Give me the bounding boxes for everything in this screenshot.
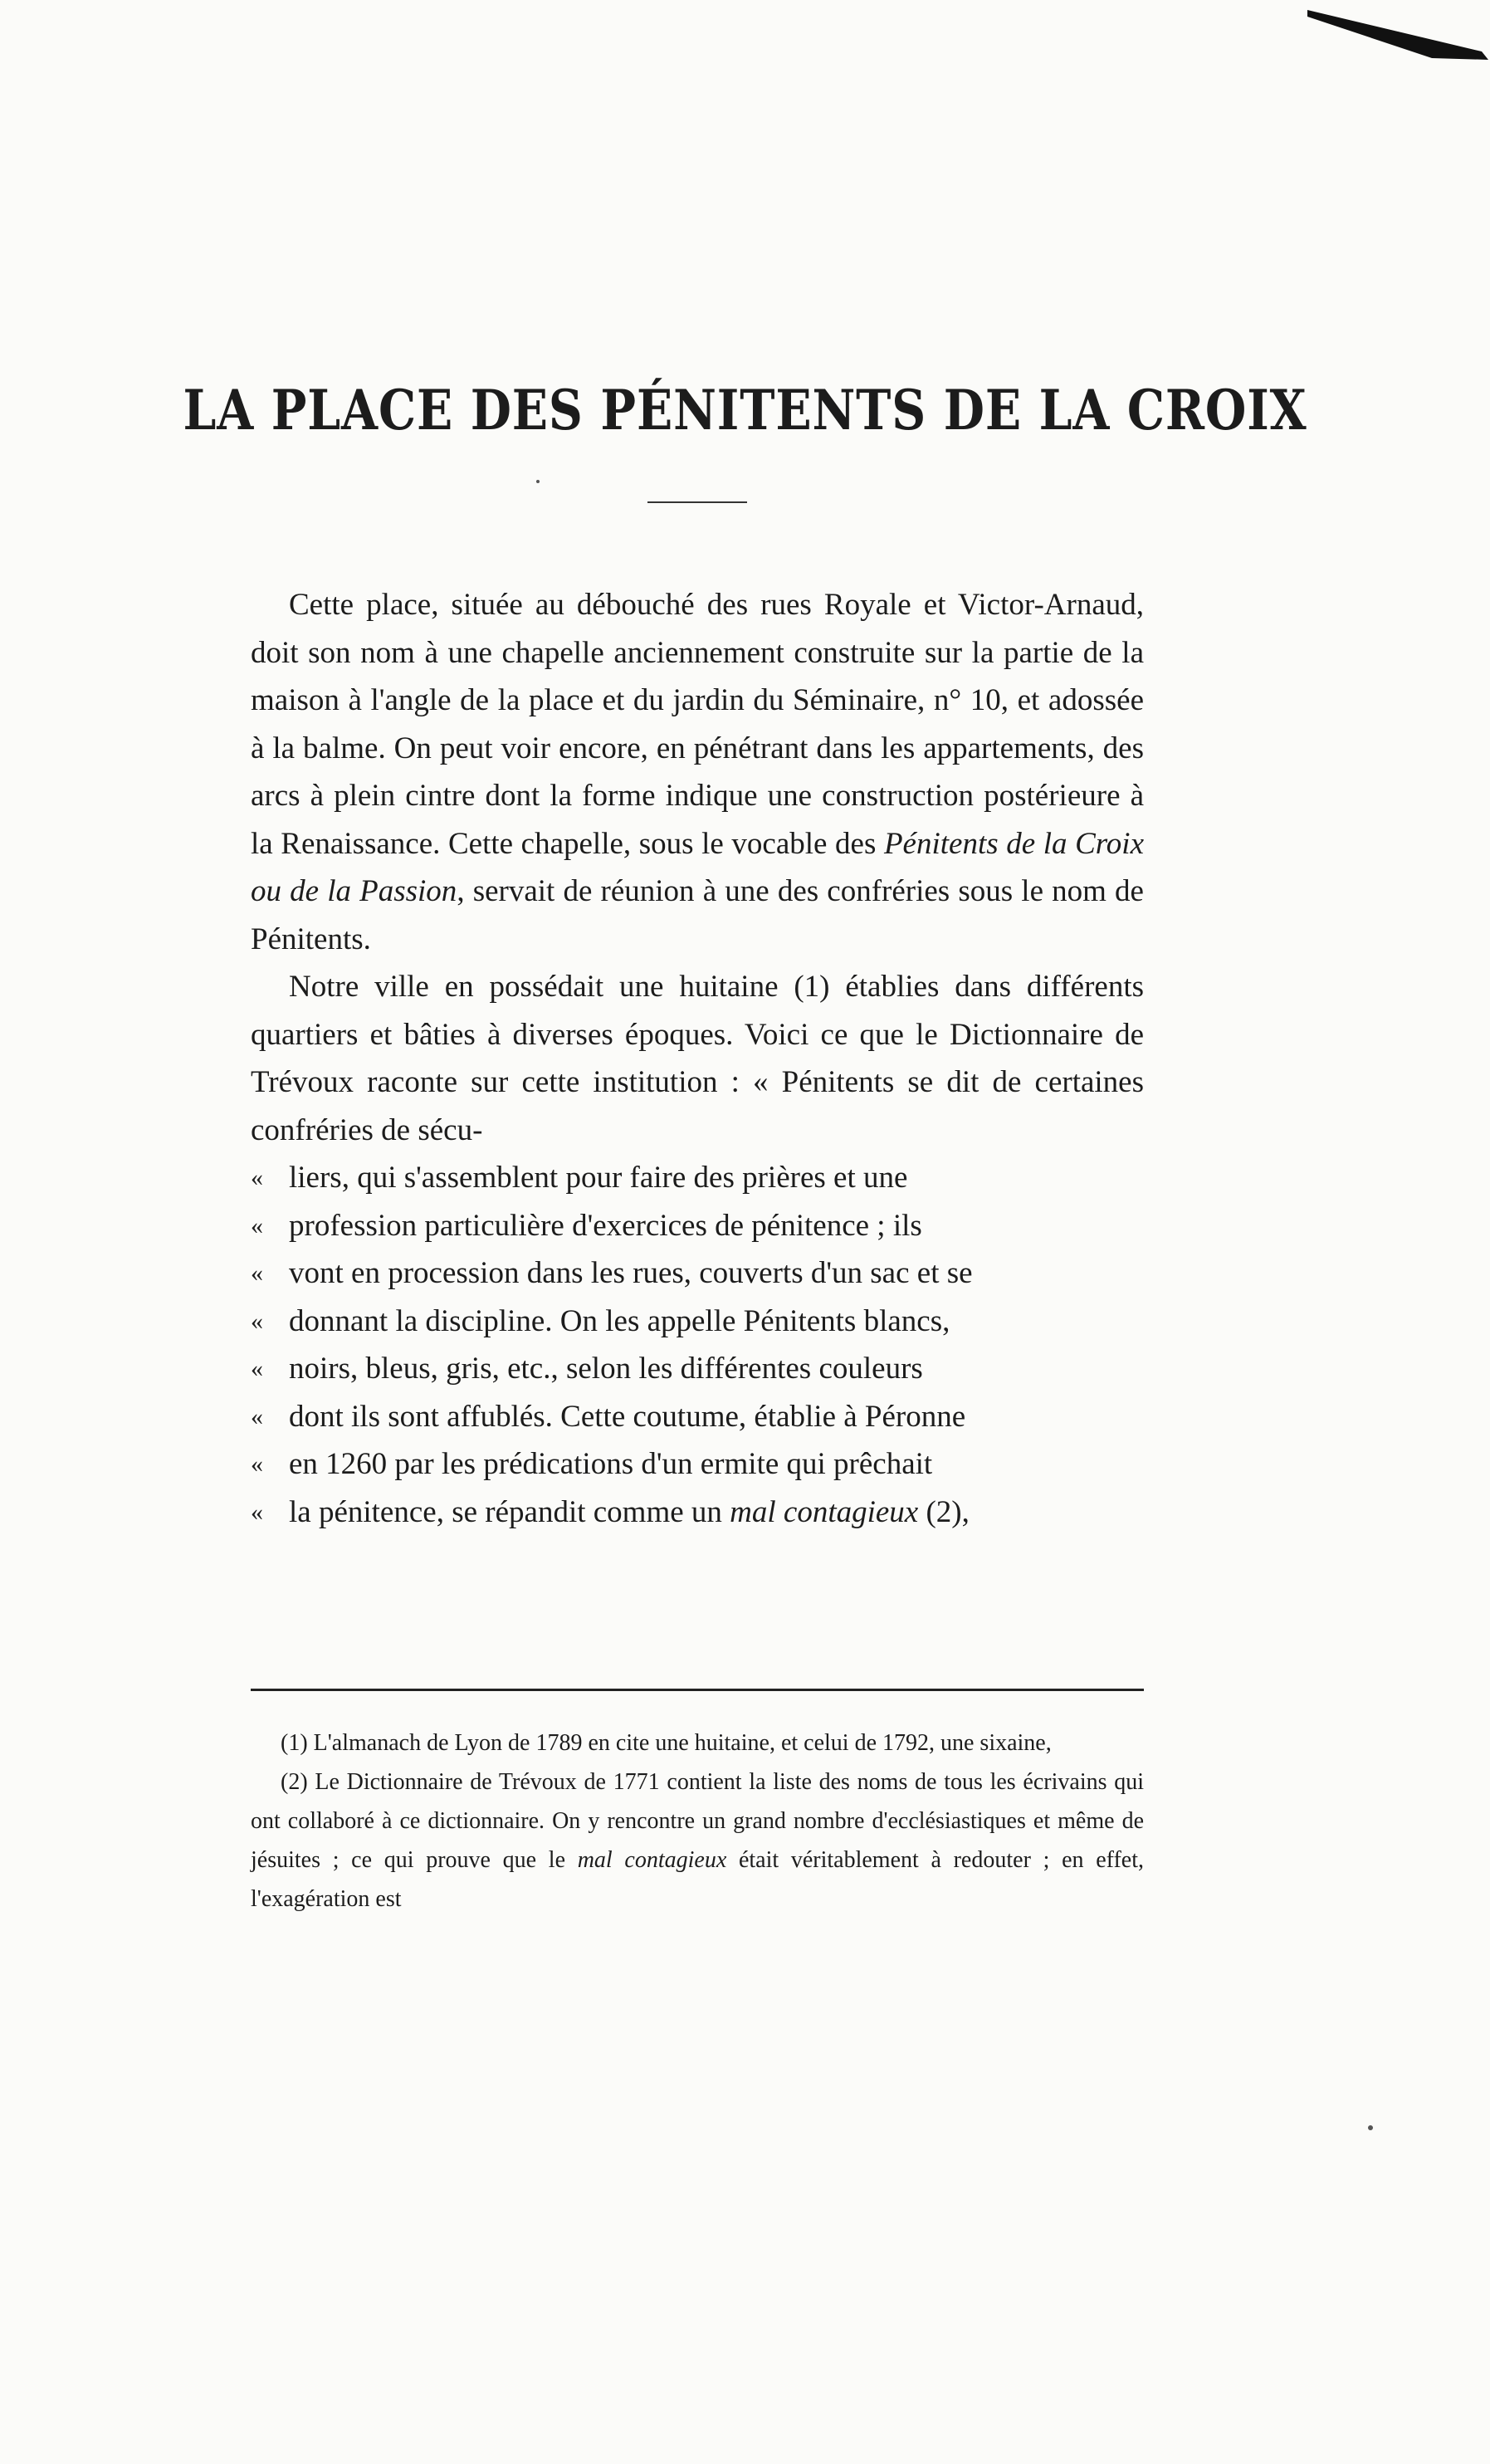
quote-text: en 1260 par les prédications d'un ermite qui prêchait (289, 1447, 933, 1481)
footnotes (251, 1723, 1144, 1919)
guillemet: « (251, 1164, 263, 1191)
guillemet: « (251, 1307, 263, 1335)
quote-text-end: (2), (918, 1494, 970, 1529)
quotation-line (251, 1345, 1144, 1393)
paragraph-1-text: Cette place, située au débouché des rues Royale et Victor-Arnaud, doit son nom à une chapelle anciennement construite sur la partie de la maison à l'angle de la place et du jardin du Séminaire, n° 10, et adossée à la balme. On peut voir encore, en pénétrant dans les appartements, des arcs à plein cintre dont la forme indique une construction postérieure à la Renaissance. Cette chapelle, sous le vocable des (251, 588, 1144, 861)
quotation-line (251, 1298, 1144, 1346)
paragraph-1-italic: Pénitents de la Croix ou de la Passion (251, 826, 1144, 908)
guillemet: « (251, 1402, 263, 1430)
scan-artifact-icon (1274, 0, 1490, 75)
quote-text: la pénitence, se répandit comme un (289, 1494, 730, 1529)
quotation-last-line (251, 1489, 1144, 1537)
quote-text: liers, qui s'assemblent pour faire des prières et une (289, 1161, 908, 1195)
paragraph-2 (251, 963, 1144, 1154)
quote-text: vont en procession dans les rues, couverts d'un sac et se (289, 1256, 973, 1290)
speck (1368, 2125, 1373, 2130)
paragraph-1 (251, 581, 1144, 963)
footnote-divider (251, 1689, 1144, 1691)
quote-text: donnant la discipline. On les appelle Pénitents blancs, (289, 1303, 950, 1338)
quote-text: noirs, bleus, gris, etc., selon les différentes couleurs (289, 1352, 923, 1386)
footnote-2-italic: mal contagieux (577, 1847, 727, 1873)
quotation-line (251, 1440, 1144, 1489)
quotation-line (251, 1249, 1144, 1298)
guillemet: « (251, 1450, 263, 1478)
body-text (251, 581, 1144, 1536)
quote-italic: mal contagieux (730, 1494, 919, 1529)
footnote-1: (1) L'almanach de Lyon de 1789 en cite une huitaine, et celui de 1792, une sixaine, (281, 1730, 1052, 1756)
quotation-line (251, 1202, 1144, 1250)
paragraph-2-intro: Notre ville en possédait une huitaine (1) établies dans différents quartiers et bâties à diverses époques. Voici ce que le Dictionnaire de Trévoux raconte sur cette institution : « Pénitents se dit de certaines confréries de sécu- (251, 970, 1144, 1147)
quotation-line (251, 1393, 1144, 1441)
guillemet: « (251, 1498, 263, 1526)
footnote-2 (251, 1762, 1144, 1919)
guillemet: « (251, 1259, 263, 1287)
page-title: LA PLACE DES PÉNITENTS DE LA CROIX (183, 378, 1307, 442)
title-divider (647, 501, 747, 503)
footnote-2-text-end: était véritablement à redouter ; en effet, l'exagération est (251, 1847, 1144, 1912)
footnote-2-text: (2) Le Dictionnaire de Trévoux de 1771 contient la liste des noms de tous les écrivains qui ont collaboré à ce dictionnaire. On y rencontre un grand nombre d'ecclésiastiques et même de jésuites ; ce qui prouve que le (251, 1769, 1144, 1873)
guillemet: « (251, 1211, 263, 1239)
guillemet: « (251, 1355, 263, 1382)
quotation-line (251, 1154, 1144, 1202)
paragraph-1-text-end: , servait de réunion à une des confréries sous le nom de Pénitents. (251, 874, 1144, 956)
quote-text: dont ils sont affublés. Cette coutume, établie à Péronne (289, 1399, 966, 1434)
speck (536, 480, 540, 483)
quotation-block (251, 1154, 1144, 1489)
quote-text: profession particulière d'exercices de pénitence ; ils (289, 1208, 922, 1243)
